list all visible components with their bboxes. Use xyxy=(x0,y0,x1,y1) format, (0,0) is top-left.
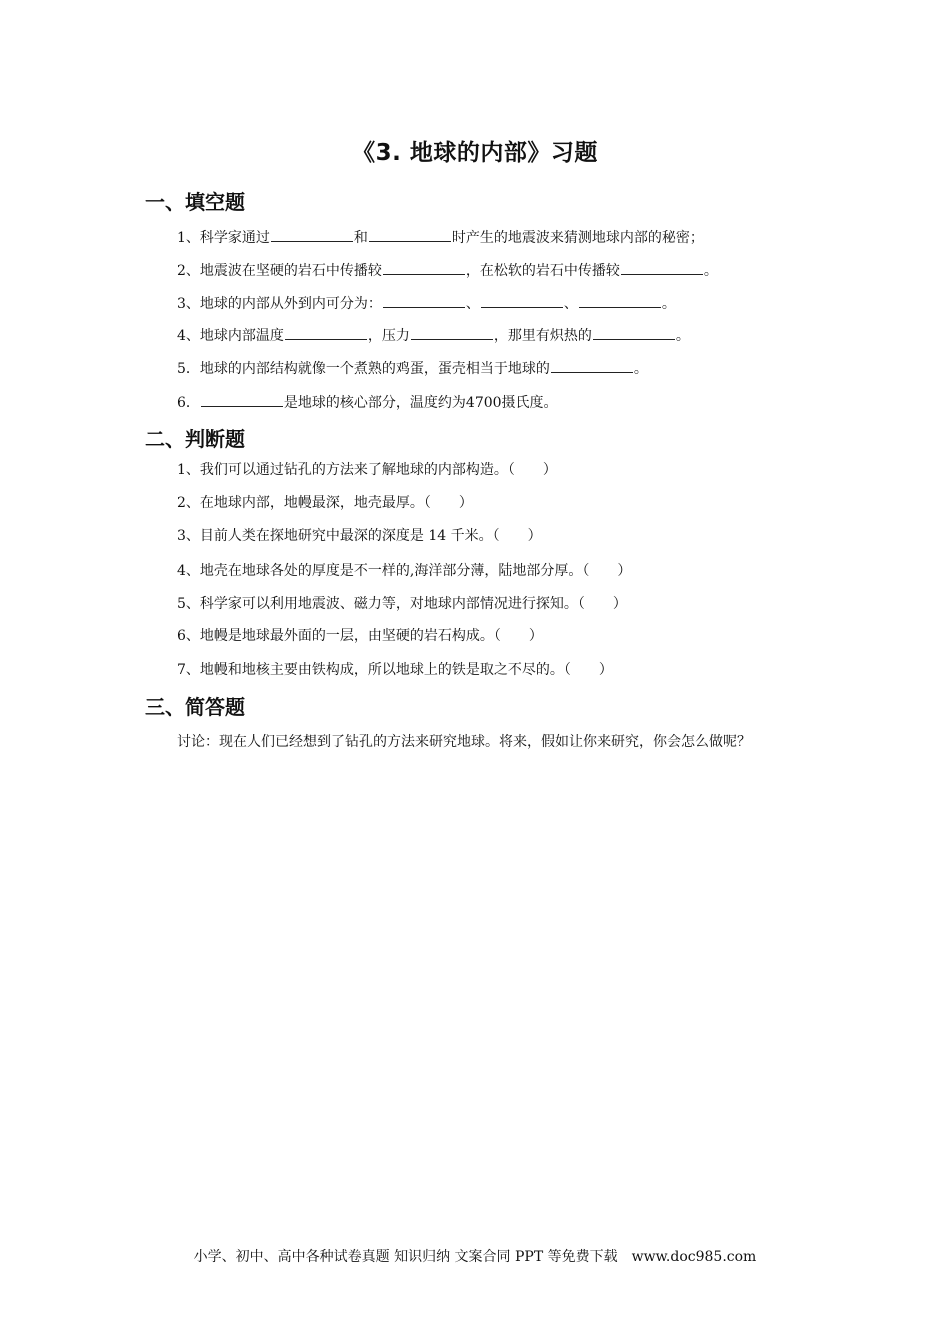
answer-blank[interactable] xyxy=(285,325,367,340)
judge-question-7: 7、地幔和地核主要由铁构成，所以地球上的铁是取之不尽的。（ ） xyxy=(177,662,613,678)
fill-question-4: 4、地球内部温度 ，压力 ，那里有炽热的 。 xyxy=(177,325,690,346)
answer-blank[interactable] xyxy=(621,260,703,275)
fill-question-3: 3、地球的内部从外到内可分为： 、 、 。 xyxy=(177,293,676,314)
answer-blank[interactable] xyxy=(271,227,353,242)
answer-blank[interactable] xyxy=(481,293,563,308)
answer-blank[interactable] xyxy=(383,293,465,308)
page-footer: 小学、初中、高中各种试卷真题 知识归纳 文案合同 PPT 等免费下载 www.doc985.com xyxy=(193,1249,757,1265)
judge-question-3: 3、目前人类在探地研究中最深的深度是 14 千米。（ ） xyxy=(177,528,542,544)
answer-blank[interactable] xyxy=(579,293,661,308)
answer-blank[interactable] xyxy=(369,227,451,242)
answer-blank[interactable] xyxy=(383,260,465,275)
section-judge-heading: 二、判断题 xyxy=(145,427,245,451)
answer-blank[interactable] xyxy=(551,358,633,373)
section-short-heading: 三、简答题 xyxy=(145,695,245,719)
section-fill-heading: 一、填空题 xyxy=(145,190,245,214)
short-answer-question: 讨论：现在人们已经想到了钻孔的方法来研究地球。将来，假如让你来研究，你会怎么做呢？ xyxy=(177,734,751,750)
judge-question-2: 2、在地球内部，地幔最深，地壳最厚。（ ） xyxy=(177,495,473,511)
fill-question-5: 5．地球的内部结构就像一个煮熟的鸡蛋，蛋壳相当于地球的 。 xyxy=(177,358,648,379)
answer-blank[interactable] xyxy=(201,392,283,407)
judge-question-6: 6、地幔是地球最外面的一层，由坚硬的岩石构成。（ ） xyxy=(177,628,543,644)
fill-question-1: 1、科学家通过 和 时产生的地震波来猜测地球内部的秘密； xyxy=(177,227,704,248)
judge-question-1: 1、我们可以通过钻孔的方法来了解地球的内部构造。（ ） xyxy=(177,462,557,478)
judge-question-5: 5、科学家可以利用地震波、磁力等，对地球内部情况进行探知。（ ） xyxy=(177,596,627,612)
judge-question-4: 4、地壳在地球各处的厚度是不一样的,海洋部分薄，陆地部分厚。（ ） xyxy=(177,563,632,579)
fill-question-6: 6． 是地球的核心部分，温度约为4700摄氏度。 xyxy=(177,392,558,413)
answer-blank[interactable] xyxy=(411,325,493,340)
answer-blank[interactable] xyxy=(593,325,675,340)
page-title: 《3. 地球的内部》习题 xyxy=(352,140,598,166)
fill-question-2: 2、地震波在坚硬的岩石中传播较 ，在松软的岩石中传播较 。 xyxy=(177,260,718,281)
